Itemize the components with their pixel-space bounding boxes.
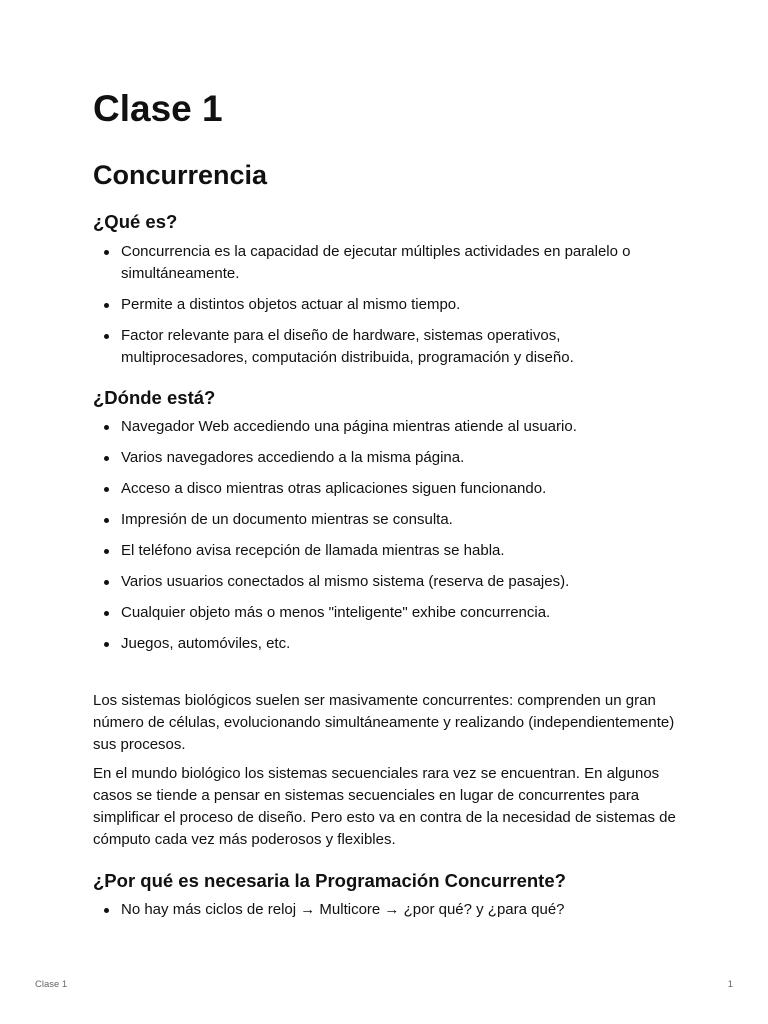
list-item: Varios usuarios conectados al mismo sistema (reserva de pasajes).: [93, 571, 683, 593]
list-item: Impresión de un documento mientras se consulta.: [93, 509, 683, 531]
page-title: Clase 1: [93, 88, 223, 129]
list-item: Cualquier objeto más o menos "inteligente" exhibe concurrencia.: [93, 602, 683, 624]
por-que-section: [93, 869, 683, 921]
list-item: Navegador Web accediendo una página mientras atiende al usuario.: [93, 416, 683, 438]
por-que-heading: ¿Por qué es necesaria la Programación Concurrente?: [93, 870, 566, 891]
que-es-section: [93, 210, 683, 369]
paragraph: Los sistemas biológicos suelen ser masivamente concurrentes: comprenden un gran número de células, evolucionando simultáneamente y realizando (independientemente) sus procesos.: [93, 692, 675, 753]
que-es-list: [93, 241, 683, 369]
section-heading: Concurrencia: [93, 160, 268, 190]
paragraph: En el mundo biológico los sistemas secuenciales rara vez se encuentran. En algunos casos se tiende a pensar en sistemas secuenciales en lugar de concurrentes para simplificar el proceso de diseño. Pero esto va en contra de la necesidad de sistemas de cómputo cada vez más poderosos y flexibles.: [93, 765, 676, 848]
list-item: El teléfono avisa recepción de llamada mientras se habla.: [93, 540, 683, 562]
footer-title: Clase 1: [35, 979, 68, 990]
list-item: Permite a distintos objetos actuar al mismo tiempo.: [93, 294, 683, 316]
list-item: Varios navegadores accediendo a la misma página.: [93, 447, 683, 469]
por-que-list: [93, 899, 683, 921]
donde-esta-heading: ¿Dónde está?: [93, 387, 216, 408]
page-number: 1: [727, 979, 733, 990]
donde-esta-section: [93, 386, 683, 655]
list-item: No hay más ciclos de reloj → Multicore → ¿por qué? y ¿para qué?: [93, 899, 683, 921]
list-item: Juegos, automóviles, etc.: [93, 633, 683, 655]
que-es-heading: ¿Qué es?: [93, 211, 178, 232]
list-item: Acceso a disco mientras otras aplicaciones siguen funcionando.: [93, 478, 683, 500]
list-item: Concurrencia es la capacidad de ejecutar múltiples actividades en paralelo o simultáneamente.: [93, 241, 683, 285]
donde-esta-list: [93, 416, 683, 655]
body-paragraphs: [93, 690, 683, 851]
list-item: Factor relevante para el diseño de hardware, sistemas operativos, multiprocesadores, computación distribuida, programación y diseño.: [93, 325, 683, 369]
